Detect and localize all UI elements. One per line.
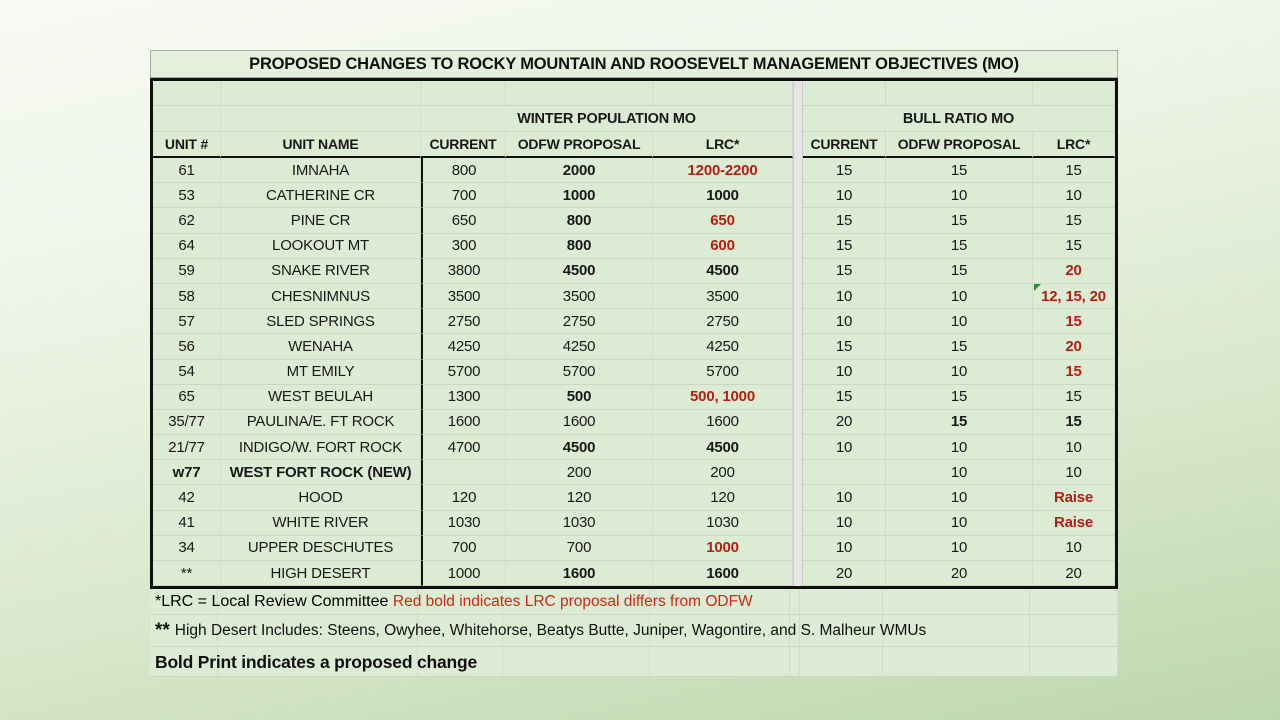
cell-b-odfw: 10 <box>886 284 1033 309</box>
footnote-red-legend: Red bold indicates LRC proposal differs from ODFW <box>392 593 753 611</box>
cell-unit: 59 <box>153 259 221 284</box>
cell-name: HIGH DESERT <box>221 561 421 586</box>
cell-b-cur: 10 <box>803 435 886 460</box>
cell-w-odfw: 4250 <box>506 334 653 359</box>
cell-name: INDIGO/W. FORT ROCK <box>221 435 421 460</box>
cell-w-lrc: 650 <box>653 208 793 233</box>
cell-unit: 35/77 <box>153 410 221 435</box>
footnote-cell <box>800 647 883 677</box>
cell-b-cur: 10 <box>803 511 886 536</box>
cell-b-odfw: 10 <box>886 485 1033 510</box>
cell-w-lrc: 2750 <box>653 309 793 334</box>
cell-b-odfw: 15 <box>886 334 1033 359</box>
cell-w-cur: 2750 <box>421 309 506 334</box>
cell-w-lrc: 1000 <box>653 183 793 208</box>
cell-b-odfw: 10 <box>886 435 1033 460</box>
cell-w-lrc: 500, 1000 <box>653 385 793 410</box>
cell-unit: 41 <box>153 511 221 536</box>
empty-cell <box>1033 81 1115 106</box>
footnote-cell <box>503 647 650 677</box>
cell-unit: 62 <box>153 208 221 233</box>
cell-w-lrc: 4500 <box>653 435 793 460</box>
cell-b-odfw: 10 <box>886 309 1033 334</box>
cell-unit: w77 <box>153 460 221 485</box>
cell-b-lrc: 15 <box>1033 208 1115 233</box>
cell-name: MT EMILY <box>221 360 421 385</box>
cell-b-lrc: 20 <box>1033 561 1115 586</box>
empty-cell <box>803 81 886 106</box>
cell-w-odfw: 4500 <box>506 435 653 460</box>
cell-b-lrc: 15 <box>1033 309 1115 334</box>
empty-cell <box>653 81 793 106</box>
cell-b-cur: 20 <box>803 410 886 435</box>
cell-b-lrc: 10 <box>1033 435 1115 460</box>
cell-name: UPPER DESCHUTES <box>221 536 421 561</box>
cell-w-cur <box>421 460 506 485</box>
cell-w-odfw: 4500 <box>506 259 653 284</box>
cell-w-lrc: 5700 <box>653 360 793 385</box>
cell-unit: 58 <box>153 284 221 309</box>
cell-b-lrc: 10 <box>1033 460 1115 485</box>
slide-title: PROPOSED CHANGES TO ROCKY MOUNTAIN AND ROOSEVELT MANAGEMENT OBJECTIVES (MO) <box>150 50 1118 78</box>
footnote-cell <box>883 647 1030 677</box>
winter-lrc-header: LRC* <box>653 132 793 158</box>
cell-w-odfw: 500 <box>506 385 653 410</box>
empty-cell <box>153 106 221 132</box>
cell-w-odfw: 1030 <box>506 511 653 536</box>
cell-w-odfw: 3500 <box>506 284 653 309</box>
cell-w-lrc: 200 <box>653 460 793 485</box>
cell-name: LOOKOUT MT <box>221 234 421 259</box>
cell-b-odfw: 15 <box>886 259 1033 284</box>
cell-b-odfw: 20 <box>886 561 1033 586</box>
empty-cell <box>421 81 506 106</box>
cell-b-odfw: 10 <box>886 183 1033 208</box>
footnote-lrc-row <box>150 589 1118 615</box>
cell-name: CATHERINE CR <box>221 183 421 208</box>
cell-b-odfw: 10 <box>886 360 1033 385</box>
footnote-bold-text: Bold Print indicates a proposed change <box>155 651 478 672</box>
cell-b-lrc: 20 <box>1033 259 1115 284</box>
cell-name: WEST BEULAH <box>221 385 421 410</box>
footnote-cell <box>883 589 1030 615</box>
cell-b-cur: 10 <box>803 183 886 208</box>
cell-w-lrc: 600 <box>653 234 793 259</box>
cell-unit: 42 <box>153 485 221 510</box>
cell-w-cur: 1600 <box>421 410 506 435</box>
cell-w-odfw: 2750 <box>506 309 653 334</box>
cell-b-cur: 15 <box>803 334 886 359</box>
cell-w-lrc: 1030 <box>653 511 793 536</box>
cell-w-cur: 4700 <box>421 435 506 460</box>
cell-b-odfw: 10 <box>886 460 1033 485</box>
cell-w-lrc: 4500 <box>653 259 793 284</box>
cell-w-cur: 3500 <box>421 284 506 309</box>
cell-b-odfw: 15 <box>886 158 1033 183</box>
cell-unit: 21/77 <box>153 435 221 460</box>
empty-cell <box>153 81 221 106</box>
cell-name: WHITE RIVER <box>221 511 421 536</box>
bull-ratio-section-header: BULL RATIO MO <box>803 106 1115 132</box>
footnote-lrc-definition: *LRC = Local Review Committee <box>155 593 393 611</box>
cell-name: HOOD <box>221 485 421 510</box>
cell-b-odfw: 15 <box>886 234 1033 259</box>
cell-w-cur: 1300 <box>421 385 506 410</box>
cell-unit: 57 <box>153 309 221 334</box>
cell-w-lrc: 1000 <box>653 536 793 561</box>
cell-b-lrc: Raise <box>1033 511 1115 536</box>
cell-b-odfw: 15 <box>886 208 1033 233</box>
footnote-lrc <box>155 589 753 615</box>
winter-odfw-proposal-header: ODFW PROPOSAL <box>506 132 653 158</box>
cell-w-odfw: 1000 <box>506 183 653 208</box>
unit-name-header: UNIT NAME <box>221 132 421 158</box>
footnote-cell <box>790 589 800 615</box>
cell-b-cur: 10 <box>803 485 886 510</box>
empty-cell <box>886 81 1033 106</box>
cell-b-lrc: 12, 15, 20 <box>1033 284 1115 309</box>
cell-b-odfw: 15 <box>886 410 1033 435</box>
cell-w-cur: 700 <box>421 536 506 561</box>
cell-b-odfw: 15 <box>886 385 1033 410</box>
cell-w-cur: 4250 <box>421 334 506 359</box>
cell-b-lrc: 15 <box>1033 410 1115 435</box>
cell-name: WEST FORT ROCK (NEW) <box>221 460 421 485</box>
cell-b-cur: 15 <box>803 234 886 259</box>
cell-w-lrc: 3500 <box>653 284 793 309</box>
cell-name: CHESNIMNUS <box>221 284 421 309</box>
cell-b-cur: 15 <box>803 208 886 233</box>
cell-w-lrc: 4250 <box>653 334 793 359</box>
cell-w-cur: 120 <box>421 485 506 510</box>
cell-b-lrc: 15 <box>1033 158 1115 183</box>
cell-b-cur: 15 <box>803 158 886 183</box>
cell-unit: 56 <box>153 334 221 359</box>
footnote-cell <box>1030 589 1118 615</box>
bull-odfw-proposal-header: ODFW PROPOSAL <box>886 132 1033 158</box>
empty-cell <box>221 81 421 106</box>
footnote-cell <box>790 647 800 677</box>
cell-unit: 53 <box>153 183 221 208</box>
cell-b-lrc: 15 <box>1033 360 1115 385</box>
cell-name: SLED SPRINGS <box>221 309 421 334</box>
footnote-cell <box>1030 615 1118 647</box>
cell-w-cur: 1000 <box>421 561 506 586</box>
empty-cell <box>221 106 421 132</box>
cell-b-odfw: 10 <box>886 536 1033 561</box>
cell-w-lrc: 1200-2200 <box>653 158 793 183</box>
cell-w-odfw: 1600 <box>506 410 653 435</box>
cell-name: PAULINA/E. FT ROCK <box>221 410 421 435</box>
cell-b-cur: 10 <box>803 309 886 334</box>
footnote-cell <box>800 589 883 615</box>
empty-cell <box>506 81 653 106</box>
cell-w-cur: 700 <box>421 183 506 208</box>
section-separator-column <box>793 81 803 586</box>
footnote-cell <box>650 647 790 677</box>
cell-unit: 54 <box>153 360 221 385</box>
cell-b-cur: 20 <box>803 561 886 586</box>
cell-name: IMNAHA <box>221 158 421 183</box>
cell-b-lrc: 10 <box>1033 183 1115 208</box>
cell-w-odfw: 5700 <box>506 360 653 385</box>
cell-unit: 64 <box>153 234 221 259</box>
cell-unit: 61 <box>153 158 221 183</box>
footnote-high-desert <box>155 615 926 647</box>
cell-b-cur: 15 <box>803 385 886 410</box>
cell-b-odfw: 10 <box>886 511 1033 536</box>
cell-w-odfw: 2000 <box>506 158 653 183</box>
cell-b-lrc: 15 <box>1033 234 1115 259</box>
cell-b-lrc: 20 <box>1033 334 1115 359</box>
winter-current-header: CURRENT <box>421 132 506 158</box>
cell-b-lrc: Raise <box>1033 485 1115 510</box>
cell-w-odfw: 700 <box>506 536 653 561</box>
cell-b-lrc: 10 <box>1033 536 1115 561</box>
cell-name: SNAKE RIVER <box>221 259 421 284</box>
cell-b-cur: 10 <box>803 536 886 561</box>
winter-population-section-header: WINTER POPULATION MO <box>421 106 793 132</box>
cell-b-lrc: 15 <box>1033 385 1115 410</box>
cell-w-cur: 1030 <box>421 511 506 536</box>
cell-name: PINE CR <box>221 208 421 233</box>
footnote-cell <box>1030 647 1118 677</box>
bull-current-header: CURRENT <box>803 132 886 158</box>
cell-w-odfw: 800 <box>506 234 653 259</box>
footnote-high-desert-text: High Desert Includes: Steens, Owyhee, Whitehorse, Beatys Butte, Juniper, Wagontire, and S. Malheur WMUs <box>174 622 927 640</box>
cell-b-cur: 10 <box>803 284 886 309</box>
cell-w-odfw: 120 <box>506 485 653 510</box>
cell-b-cur: 10 <box>803 360 886 385</box>
cell-w-odfw: 1600 <box>506 561 653 586</box>
footnote-high-desert-row <box>150 615 1118 647</box>
management-objectives-sheet <box>150 50 1118 677</box>
cell-w-lrc: 1600 <box>653 410 793 435</box>
cell-name: WENAHA <box>221 334 421 359</box>
cell-unit: ** <box>153 561 221 586</box>
cell-w-cur: 300 <box>421 234 506 259</box>
cell-unit: 65 <box>153 385 221 410</box>
cell-w-odfw: 800 <box>506 208 653 233</box>
cell-w-cur: 800 <box>421 158 506 183</box>
footnote-bold-row <box>150 647 1118 677</box>
cell-w-cur: 650 <box>421 208 506 233</box>
mo-table-grid <box>150 78 1118 589</box>
cell-w-odfw: 200 <box>506 460 653 485</box>
bull-lrc-header: LRC* <box>1033 132 1115 158</box>
cell-w-cur: 3800 <box>421 259 506 284</box>
footnote-stars: ** <box>155 620 170 642</box>
cell-b-cur: 15 <box>803 259 886 284</box>
cell-w-lrc: 120 <box>653 485 793 510</box>
unit-number-header: UNIT # <box>153 132 221 158</box>
cell-unit: 34 <box>153 536 221 561</box>
cell-w-lrc: 1600 <box>653 561 793 586</box>
cell-w-cur: 5700 <box>421 360 506 385</box>
footnote-bold <box>155 647 477 677</box>
cell-b-cur <box>803 460 886 485</box>
